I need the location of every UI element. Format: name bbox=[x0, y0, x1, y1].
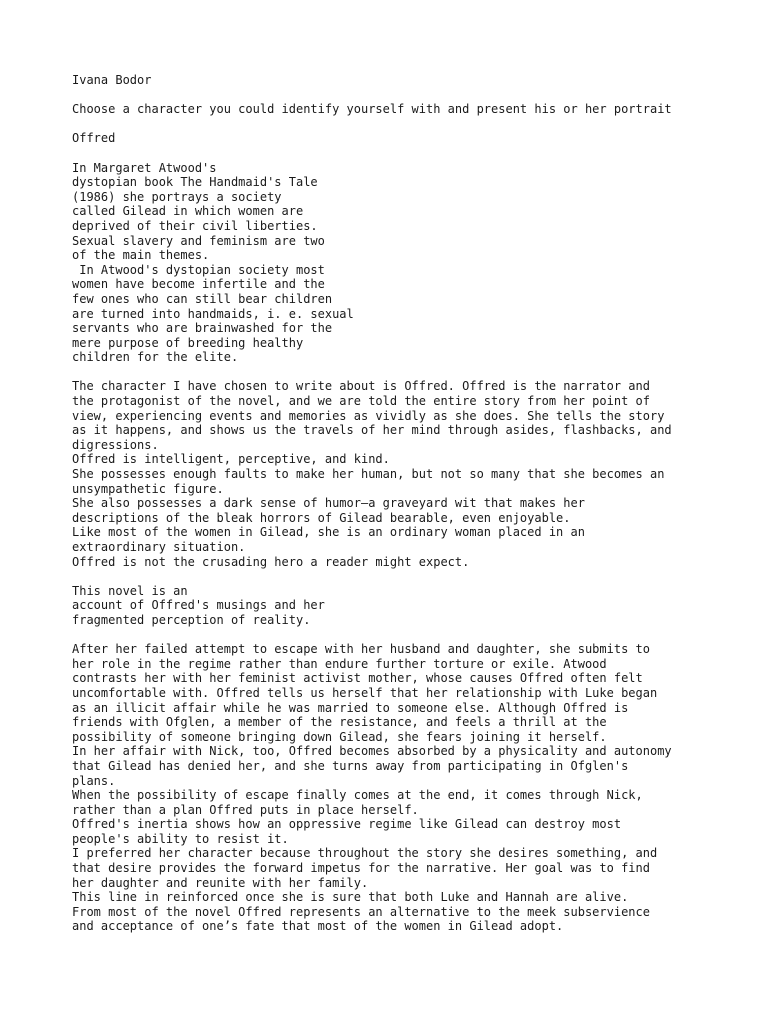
text-line: descriptions of the bleak horrors of Gilead bearable, even enjoyable. bbox=[72, 510, 571, 525]
text-line: servants who are brainwashed for the bbox=[72, 321, 333, 336]
text-line: her role in the regime rather than endure further torture or exile. Atwood bbox=[72, 656, 607, 671]
text-line: account of Offred's musings and her bbox=[72, 598, 325, 613]
text-line: Offred's inertia shows how an oppressive regime like Gilead can destroy most bbox=[72, 817, 622, 832]
text-line: friends with Ofglen, a member of the resistance, and feels a thrill at the bbox=[72, 715, 607, 730]
text-line: dystopian book The Handmaid's Tale bbox=[72, 175, 318, 190]
text-line: the protagonist of the novel, and we are told the entire story from her point of bbox=[72, 394, 650, 409]
text-line: Sexual slavery and feminism are two bbox=[72, 233, 325, 248]
text-line: are turned into handmaids, i. e. sexual bbox=[72, 306, 354, 321]
text-line: fragmented perception of reality. bbox=[72, 612, 311, 627]
text-line: From most of the novel Offred represents an alternative to the meek subservience bbox=[72, 904, 650, 919]
text-line: digressions. bbox=[72, 437, 159, 452]
text-line: of the main themes. bbox=[72, 248, 210, 263]
text-line: called Gilead in which women are bbox=[72, 204, 304, 219]
text-line: as an illicit affair while he was married to someone else. Although Offred is bbox=[72, 700, 629, 715]
text-line: that Gilead has denied her, and she turns away from participating in Ofglen's bbox=[72, 758, 629, 773]
text-line: uncomfortable with. Offred tells us herself that her relationship with Luke began bbox=[72, 685, 658, 700]
text-line: rather than a plan Offred puts in place herself. bbox=[72, 802, 419, 817]
text-line: women have become infertile and the bbox=[72, 277, 325, 292]
text-line: When the possibility of escape finally comes at the end, it comes through Nick, bbox=[72, 788, 643, 803]
text-line: and acceptance of one’s fate that most of the women in Gilead adopt. bbox=[72, 919, 564, 934]
text-line: This novel is an bbox=[72, 583, 188, 598]
novel-paragraph bbox=[72, 584, 722, 628]
spacer bbox=[72, 365, 722, 380]
text-line: her daughter and reunite with her family. bbox=[72, 875, 369, 890]
text-line: few ones who can still bear children bbox=[72, 291, 333, 306]
text-line: people's ability to resist it. bbox=[72, 831, 289, 846]
analysis-paragraph bbox=[72, 642, 722, 934]
spacer bbox=[72, 88, 722, 103]
text-line: extraordinary situation. bbox=[72, 540, 246, 554]
text-line: contrasts her with her feminist activist mother, whose causes Offred often felt bbox=[72, 671, 643, 686]
character-heading: Offred bbox=[72, 131, 116, 146]
character-paragraph bbox=[72, 379, 722, 569]
text-line: I preferred her character because throughout the story she desires something, and bbox=[72, 846, 658, 861]
text-line: Like most of the women in Gilead, she is an ordinary woman placed in an bbox=[72, 525, 585, 540]
text-line: view, experiencing events and memories as vividly as she does. She tells the story bbox=[72, 408, 665, 423]
spacer bbox=[72, 146, 722, 161]
text-line: Offred is not the crusading hero a reader might expect. bbox=[72, 554, 470, 569]
text-line: deprived of their civil liberties. bbox=[72, 218, 318, 233]
text-line: In her affair with Nick, too, Offred becomes absorbed by a physicality and autonomy bbox=[72, 744, 672, 759]
text-line: children for the elite. bbox=[72, 350, 239, 365]
spacer bbox=[72, 628, 722, 643]
text-line: that desire provides the forward impetus for the narrative. Her goal was to find bbox=[72, 861, 650, 876]
text-line: possibility of someone bringing down Gilead, she fears joining it herself. bbox=[72, 729, 607, 744]
text-line: After her failed attempt to escape with her husband and daughter, she submits to bbox=[72, 642, 650, 657]
text-line: She possesses enough faults to make her human, but not so many that she becomes an bbox=[72, 467, 665, 482]
document-body bbox=[72, 73, 722, 934]
spacer bbox=[72, 569, 722, 584]
text-line: as it happens, and shows us the travels of her mind through asides, flashbacks, and bbox=[72, 423, 672, 438]
author-name: Ivana Bodor bbox=[72, 73, 152, 87]
text-line: This line in reinforced once she is sure that both Luke and Hannah are alive. bbox=[72, 890, 629, 905]
text-line: (1986) she portrays a society bbox=[72, 189, 282, 204]
text-line: plans. bbox=[72, 773, 116, 788]
text-line: In Margaret Atwood's bbox=[72, 160, 217, 175]
essay-prompt: Choose a character you could identify yourself with and present his or her portrait bbox=[72, 102, 672, 117]
text-line: In Atwood's dystopian society most bbox=[72, 262, 325, 277]
text-line: unsympathetic figure. bbox=[72, 481, 224, 496]
text-line: She also possesses a dark sense of humor—a graveyard wit that makes her bbox=[72, 496, 585, 511]
spacer bbox=[72, 117, 722, 132]
text-line: Offred is intelligent, perceptive, and kind. bbox=[72, 452, 390, 467]
text-line: The character I have chosen to write about is Offred. Offred is the narrator and bbox=[72, 379, 650, 394]
text-line: mere purpose of breeding healthy bbox=[72, 335, 304, 350]
intro-paragraph bbox=[72, 161, 722, 365]
